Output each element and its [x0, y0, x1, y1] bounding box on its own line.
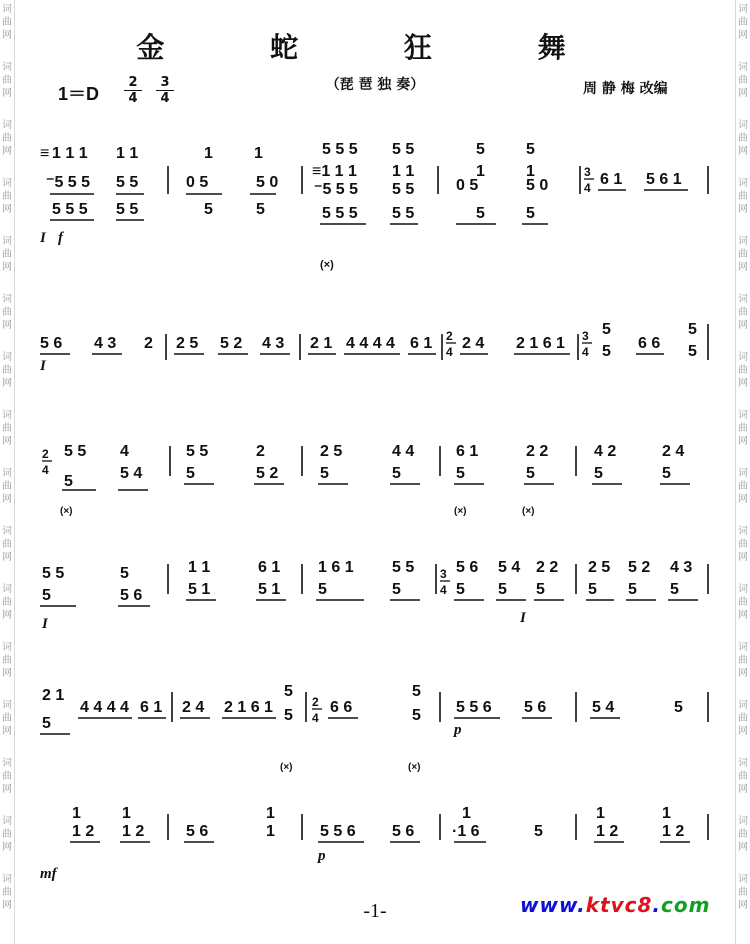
watermark-char: 曲 [2, 133, 12, 144]
watermark-char: 曲 [2, 365, 12, 376]
svg-text:5: 5 [42, 715, 51, 732]
watermark-char: 网 [738, 204, 748, 215]
svg-text:4: 4 [440, 583, 447, 597]
svg-text:5: 5 [284, 683, 293, 700]
svg-text:(×): (×) [320, 259, 334, 271]
subtitle: （琵 琶 独 奏） [325, 77, 425, 93]
watermark-char: 词 [738, 4, 748, 15]
svg-text:5: 5 [204, 201, 213, 218]
svg-text:f: f [58, 230, 63, 246]
svg-text:4 4 4 4: 4 4 4 4 [80, 699, 129, 716]
watermark-char: 网 [2, 146, 12, 157]
song-title: 金 蛇 狂 舞 [136, 31, 614, 64]
watermark-char: 词 [2, 120, 12, 131]
watermark-char: 网 [2, 204, 12, 215]
watermark-char: 曲 [738, 597, 748, 608]
svg-text:2 1 6 1: 2 1 6 1 [516, 335, 565, 352]
watermark-char: 词 [738, 468, 748, 479]
svg-text:5: 5 [602, 321, 611, 338]
svg-text:1 1: 1 1 [188, 559, 211, 576]
watermark-char: 网 [2, 378, 12, 389]
svg-text:5: 5 [536, 581, 545, 598]
watermark-char: 词 [738, 178, 748, 189]
watermark-char: 词 [2, 4, 12, 15]
svg-text:(×): (×) [408, 762, 421, 772]
score-row-1 [36, 132, 716, 272]
svg-text:5: 5 [476, 141, 485, 158]
watermark-char: 曲 [738, 887, 748, 898]
svg-text:1 1: 1 1 [116, 145, 139, 162]
watermark-char: 词 [738, 874, 748, 885]
svg-text:4 4: 4 4 [392, 443, 415, 460]
watermark-char: 词 [738, 294, 748, 305]
svg-text:5: 5 [526, 141, 535, 158]
watermark-char: 网 [2, 88, 12, 99]
svg-text:I: I [42, 616, 48, 632]
svg-text:5: 5 [412, 683, 421, 700]
svg-text:5 4: 5 4 [498, 559, 521, 576]
watermark-char: 曲 [738, 365, 748, 376]
svg-text:1 2: 1 2 [122, 823, 145, 840]
svg-text:4 4 4 4: 4 4 4 4 [346, 335, 395, 352]
svg-text:5: 5 [318, 581, 327, 598]
svg-text:5: 5 [534, 823, 543, 840]
watermark-char: 曲 [738, 423, 748, 434]
svg-text:5 6 1: 5 6 1 [646, 171, 682, 188]
svg-text:5: 5 [588, 581, 597, 598]
watermark-char: 网 [2, 842, 12, 853]
bar-4 [456, 141, 548, 224]
bar-5 [584, 165, 688, 195]
svg-text:1: 1 [266, 823, 275, 840]
watermark-char: 词 [2, 874, 12, 885]
watermark-char: 曲 [738, 133, 748, 144]
watermark-char: 词 [2, 178, 12, 189]
svg-text:(×): (×) [522, 506, 535, 517]
svg-text:5 2: 5 2 [220, 335, 243, 352]
svg-text:2: 2 [256, 443, 265, 460]
svg-text:≡1 1 1: ≡1 1 1 [312, 163, 357, 180]
svg-text:5: 5 [392, 581, 401, 598]
watermark-char: 曲 [2, 307, 12, 318]
svg-text:1 2: 1 2 [72, 823, 95, 840]
svg-text:5 5 5: 5 5 5 [322, 205, 358, 222]
svg-text:5: 5 [412, 707, 421, 724]
svg-text:5: 5 [186, 465, 195, 482]
watermark-char: 网 [738, 784, 748, 795]
watermark-char: 网 [738, 262, 748, 273]
watermark-char: 网 [738, 436, 748, 447]
watermark-char: 曲 [2, 249, 12, 260]
svg-text:4 3: 4 3 [262, 335, 285, 352]
svg-text:1: 1 [122, 805, 131, 822]
watermark-char: 网 [738, 900, 748, 911]
svg-text:(×): (×) [454, 506, 467, 517]
svg-text:1: 1 [476, 163, 485, 180]
key-signature: 1＝D [58, 84, 100, 104]
score-row-4 [36, 548, 716, 638]
svg-text:·1 6: ·1 6 [452, 823, 480, 840]
watermark-char: 网 [2, 726, 12, 737]
watermark-char: 曲 [738, 539, 748, 550]
svg-text:2: 2 [42, 447, 49, 461]
svg-text:4: 4 [584, 181, 591, 195]
score-row-2 [36, 312, 716, 392]
svg-text:1: 1 [526, 163, 535, 180]
svg-text:3: 3 [440, 567, 447, 581]
svg-text:1 6 1: 1 6 1 [318, 559, 354, 576]
watermark-char: 词 [2, 294, 12, 305]
svg-text:2 5: 2 5 [176, 335, 199, 352]
watermark-char: 网 [738, 30, 748, 41]
svg-text:5: 5 [498, 581, 507, 598]
svg-text:5 2: 5 2 [256, 465, 279, 482]
svg-text:⁻5 5 5: ⁻5 5 5 [46, 174, 91, 191]
watermark-char: 曲 [738, 655, 748, 666]
watermark-char: 曲 [2, 655, 12, 666]
svg-text:5: 5 [670, 581, 679, 598]
svg-text:1: 1 [266, 805, 275, 822]
svg-text:2 5: 2 5 [588, 559, 611, 576]
watermark-char: 曲 [738, 75, 748, 86]
svg-text:4 2: 4 2 [594, 443, 617, 460]
svg-text:1: 1 [254, 145, 263, 162]
watermark-char: 词 [2, 410, 12, 421]
watermark-char: 词 [738, 700, 748, 711]
svg-text:5 5: 5 5 [116, 174, 139, 191]
svg-text:6 1: 6 1 [456, 443, 479, 460]
watermark-char: 网 [738, 494, 748, 505]
svg-text:5: 5 [320, 465, 329, 482]
watermark-char: 词 [738, 584, 748, 595]
svg-text:1 2: 1 2 [662, 823, 685, 840]
bar-2 [186, 145, 278, 218]
svg-text:1: 1 [462, 805, 471, 822]
svg-text:2 1 6 1: 2 1 6 1 [224, 699, 273, 716]
watermark-char: 网 [738, 552, 748, 563]
svg-text:5 6: 5 6 [186, 823, 209, 840]
svg-text:1: 1 [204, 145, 213, 162]
watermark-char: 词 [2, 642, 12, 653]
svg-text:5: 5 [688, 321, 697, 338]
watermark-char: 曲 [2, 539, 12, 550]
svg-text:5: 5 [64, 473, 73, 490]
svg-text:5 1: 5 1 [188, 581, 211, 598]
svg-text:2 1: 2 1 [310, 335, 333, 352]
svg-text:5: 5 [456, 465, 465, 482]
website-watermark: www.ktvc8.com [520, 893, 711, 917]
watermark-char: 曲 [738, 771, 748, 782]
svg-text:3: 3 [582, 329, 589, 343]
svg-text:5 5: 5 5 [392, 559, 415, 576]
watermark-char: 网 [2, 668, 12, 679]
svg-text:5: 5 [476, 205, 485, 222]
svg-text:5 0: 5 0 [256, 174, 279, 191]
svg-text:5: 5 [526, 205, 535, 222]
svg-text:6 1: 6 1 [258, 559, 281, 576]
svg-text:5: 5 [526, 465, 535, 482]
watermark-char: 网 [738, 668, 748, 679]
page-number: -1- [363, 900, 387, 922]
svg-text:5: 5 [628, 581, 637, 598]
svg-text:5: 5 [688, 343, 697, 360]
svg-text:5 6: 5 6 [524, 699, 547, 716]
score-row-3 [36, 428, 716, 518]
svg-text:2 2: 2 2 [526, 443, 549, 460]
svg-text:5: 5 [392, 465, 401, 482]
watermark-char: 词 [2, 526, 12, 537]
watermark-char: 曲 [2, 887, 12, 898]
svg-text:5: 5 [256, 201, 265, 218]
watermark-char: 网 [2, 784, 12, 795]
watermark-char: 词 [738, 758, 748, 769]
watermark-char: 网 [2, 262, 12, 273]
watermark-char: 曲 [2, 829, 12, 840]
svg-text:5: 5 [456, 581, 465, 598]
watermark-char: 网 [2, 900, 12, 911]
svg-text:5 4: 5 4 [592, 699, 615, 716]
svg-text:I: I [40, 358, 46, 374]
svg-text:2 2: 2 2 [536, 559, 559, 576]
watermark-char: 词 [2, 352, 12, 363]
svg-text:5 6: 5 6 [40, 335, 63, 352]
watermark-char: 网 [738, 320, 748, 331]
svg-text:2: 2 [312, 695, 319, 709]
watermark-char: 网 [738, 88, 748, 99]
svg-text:I: I [40, 230, 46, 246]
svg-text:5 0: 5 0 [526, 177, 549, 194]
watermark-char: 词 [738, 120, 748, 131]
svg-text:6 1: 6 1 [140, 699, 163, 716]
watermark-char: 网 [738, 726, 748, 737]
svg-text:5 5: 5 5 [186, 443, 209, 460]
svg-text:4: 4 [120, 443, 129, 460]
svg-text:p: p [318, 848, 326, 864]
watermark-char: 网 [2, 30, 12, 41]
svg-text:5 6: 5 6 [392, 823, 415, 840]
watermark-char: 曲 [738, 17, 748, 28]
svg-text:6 1: 6 1 [410, 335, 433, 352]
svg-text:5 4: 5 4 [120, 465, 143, 482]
watermark-char: 词 [738, 410, 748, 421]
watermark-char: 网 [738, 378, 748, 389]
watermark-char: 词 [2, 816, 12, 827]
svg-text:5: 5 [594, 465, 603, 482]
watermark-char: 曲 [2, 75, 12, 86]
watermark-char: 词 [738, 236, 748, 247]
svg-text:6 1: 6 1 [600, 171, 623, 188]
watermark-char: 曲 [738, 829, 748, 840]
svg-text:≡: ≡ [40, 145, 50, 162]
svg-text:I: I [520, 610, 526, 626]
watermark-char: 词 [738, 642, 748, 653]
svg-text:5 1: 5 1 [258, 581, 281, 598]
svg-text:0 5: 0 5 [186, 174, 209, 191]
watermark-char: 词 [2, 758, 12, 769]
svg-text:5: 5 [284, 707, 293, 724]
watermark-char: 词 [738, 526, 748, 537]
watermark-char: 网 [738, 146, 748, 157]
watermark-char: 词 [2, 236, 12, 247]
watermark-char: 词 [2, 584, 12, 595]
svg-text:5 5 5: 5 5 5 [52, 201, 88, 218]
svg-text:4: 4 [446, 345, 453, 359]
svg-text:5 5 6: 5 5 6 [320, 823, 356, 840]
watermark-char: 曲 [2, 481, 12, 492]
time-signature-2-4: 2 4 [124, 76, 142, 105]
time-signature-3-4: 3 4 [156, 76, 174, 105]
svg-text:2 4: 2 4 [462, 335, 485, 352]
svg-text:3: 3 [584, 165, 591, 179]
svg-text:5 5 6: 5 5 6 [456, 699, 492, 716]
watermark-char: 曲 [2, 713, 12, 724]
svg-text:5 5: 5 5 [392, 181, 415, 198]
watermark-char: 网 [2, 494, 12, 505]
svg-text:5: 5 [120, 565, 129, 582]
score-row-5 [36, 672, 716, 772]
watermark-char: 网 [2, 436, 12, 447]
watermark-char: 网 [738, 610, 748, 621]
svg-text:5 2: 5 2 [628, 559, 651, 576]
svg-text:p: p [454, 722, 462, 738]
svg-text:6 6: 6 6 [330, 699, 353, 716]
watermark-char: 曲 [738, 249, 748, 260]
svg-text:(×): (×) [60, 506, 73, 517]
svg-text:2 5: 2 5 [320, 443, 343, 460]
svg-text:5 5: 5 5 [64, 443, 87, 460]
score-row-6 [36, 796, 716, 884]
svg-text:1 1 1: 1 1 1 [52, 145, 88, 162]
watermark-char: 曲 [738, 191, 748, 202]
svg-text:5: 5 [674, 699, 683, 716]
svg-text:0 5: 0 5 [456, 177, 479, 194]
svg-text:⁻5 5 5: ⁻5 5 5 [314, 181, 359, 198]
watermark-char: 曲 [738, 713, 748, 724]
watermark-char: 词 [2, 700, 12, 711]
svg-text:(×): (×) [280, 762, 293, 772]
svg-text:5: 5 [42, 587, 51, 604]
watermark-char: 曲 [2, 423, 12, 434]
svg-text:5: 5 [662, 465, 671, 482]
svg-text:5 5: 5 5 [392, 141, 415, 158]
watermark-char: 曲 [2, 17, 12, 28]
svg-text:5 5: 5 5 [392, 205, 415, 222]
watermark-char: 网 [2, 320, 12, 331]
bar-3 [312, 141, 418, 271]
watermark-char: 曲 [738, 481, 748, 492]
svg-text:2 4: 2 4 [662, 443, 685, 460]
watermark-char: 曲 [738, 307, 748, 318]
watermark-char: 词 [738, 62, 748, 73]
svg-text:4 3: 4 3 [94, 335, 117, 352]
watermark-char: 词 [738, 816, 748, 827]
svg-text:6 6: 6 6 [638, 335, 661, 352]
bar-1 [39, 145, 144, 246]
svg-text:5 6: 5 6 [120, 587, 143, 604]
svg-text:1 1: 1 1 [392, 163, 415, 180]
arranger-credit: 周 静 梅 改编 [583, 81, 668, 97]
svg-text:4 3: 4 3 [670, 559, 693, 576]
svg-text:mf: mf [40, 866, 57, 882]
watermark-char: 曲 [2, 597, 12, 608]
svg-text:5 5: 5 5 [116, 201, 139, 218]
watermark-char: 词 [738, 352, 748, 363]
svg-text:1: 1 [72, 805, 81, 822]
svg-text:2: 2 [144, 335, 153, 352]
svg-text:2: 2 [446, 329, 453, 343]
svg-text:2 1: 2 1 [42, 687, 65, 704]
watermark-char: 词 [2, 468, 12, 479]
svg-text:5: 5 [602, 343, 611, 360]
watermark-char: 曲 [2, 191, 12, 202]
svg-text:2 4: 2 4 [182, 699, 205, 716]
svg-text:1 2: 1 2 [596, 823, 619, 840]
watermark-char: 曲 [2, 771, 12, 782]
watermark-char: 网 [2, 610, 12, 621]
svg-text:4: 4 [42, 463, 49, 477]
svg-text:1: 1 [662, 805, 671, 822]
watermark-char: 词 [2, 62, 12, 73]
svg-text:5 5 5: 5 5 5 [322, 141, 358, 158]
svg-text:1: 1 [596, 805, 605, 822]
watermark-char: 网 [2, 552, 12, 563]
svg-text:4: 4 [582, 345, 589, 359]
svg-text:5 6: 5 6 [456, 559, 479, 576]
svg-text:5 5: 5 5 [42, 565, 65, 582]
svg-text:4: 4 [312, 711, 319, 725]
watermark-char: 网 [738, 842, 748, 853]
